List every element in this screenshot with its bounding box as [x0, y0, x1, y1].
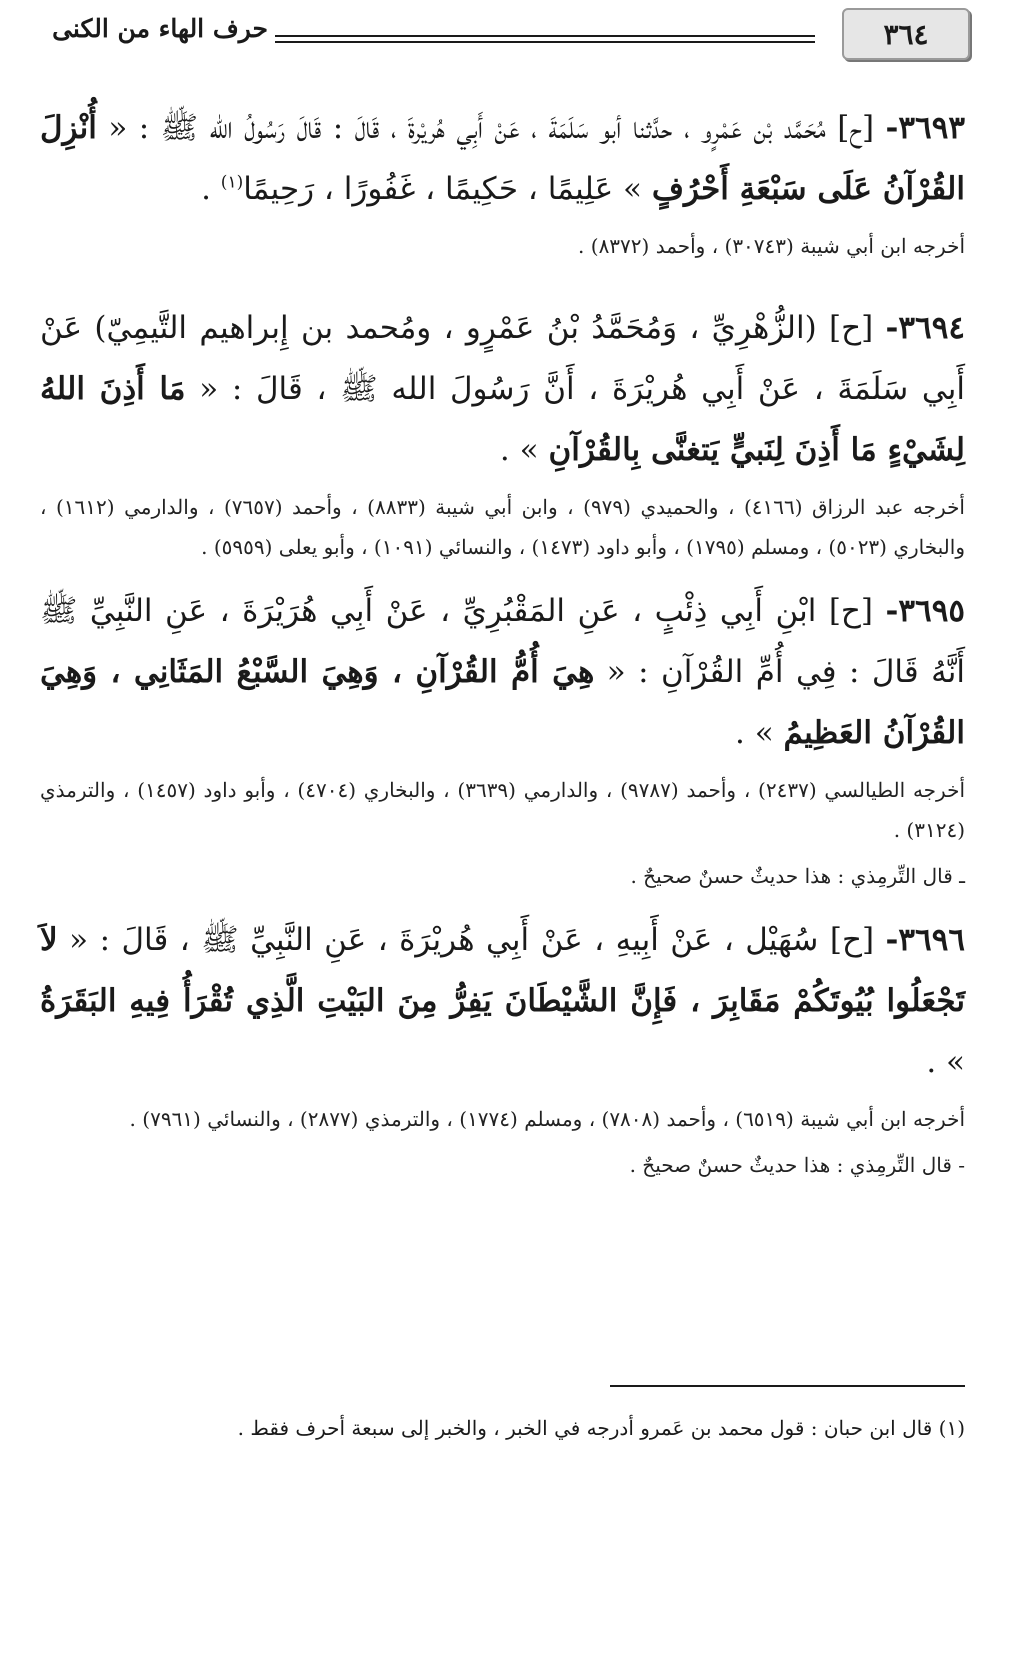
footnote-separator	[610, 1385, 965, 1387]
grading-note: - قال التِّرمِذي : هذا حديثٌ حسنٌ صحيحٌ .	[629, 1153, 965, 1177]
hadith-isnad: ابْنِ أَبِي ذِئْبٍ ، عَنِ المَقْبُرِيِّ ، عَنْ أَبِي هُرَيْرَةَ ، عَنِ النَّبِيِّ ﷺ أَنَّهُ قَالَ : فِي أُمِّ القُرْآنِ : «	[40, 593, 965, 690]
hadith-matn: هِيَ أُمُّ القُرْآنِ ، وَهِيَ السَّبْعُ المَثَانِي ، وَهِيَ القُرْآنُ العَظِيمُ	[40, 654, 965, 751]
hadith-tail: »	[946, 1044, 965, 1080]
hadith-text	[40, 298, 965, 481]
hadith-number: ٣٦٩٤-	[885, 310, 966, 346]
grading-note: ـ قال التِّرمِذي : هذا حديثٌ حسنٌ صحيحٌ .	[630, 864, 965, 888]
header-rule	[275, 41, 815, 43]
header-rule	[275, 35, 815, 37]
footnote: (١) قال ابن حبان : قول محمد بن عَمرو أدرجه في الخبر ، والخبر إلى سبعة أحرف فقط .	[237, 1416, 965, 1440]
hadith-number: ٣٦٩٣-	[885, 110, 965, 146]
footnote-reference[interactable]: (١)	[220, 172, 244, 193]
page-number: ٣٦٤	[842, 8, 970, 60]
takhrij-text: أخرجه ابن أبي شيبة (٣٠٧٤٣) ، وأحمد (٨٣٧٢) .	[578, 234, 965, 258]
hadith-entry	[40, 581, 965, 896]
hadith-isnad: سُهَيْل ، عَنْ أَبِيهِ ، عَنْ أَبِي هُريْرَةَ ، عَنِ النَّبِيِّ ﷺ ، قَالَ : «	[69, 922, 819, 958]
source-tag: [ح]	[829, 310, 874, 346]
hadith-isnad: (الزُّهْرِيِّ ، وَمُحَمَّدُ بْنُ عَمْرٍو ، ومُحمد بن إِبراهيم التَّيمِيّ) عَنْ أَبِي سَلَمَةَ ، عَنْ أَبِي هُريْرَةَ ، أَنَّ رَسُولَ الله ﷺ ، قَالَ : «	[40, 310, 965, 407]
hadith-tail: »	[754, 715, 774, 751]
hadith-tail: »	[519, 432, 539, 468]
source-tag: [ح]	[828, 593, 874, 629]
hadith-matn: أُنْزِلَ القُرْآنُ عَلَى سَبْعَةِ أَحْرُفٍ	[40, 110, 965, 207]
hadith-text	[40, 581, 965, 764]
source-tag: [ح]	[829, 922, 875, 958]
hadith-entry	[40, 298, 965, 567]
hadith-tail: » عَلِيمًا ، حَكِيمًا ، غَفُورًا ، رَحِيمًا	[243, 171, 643, 207]
hadith-end: .	[499, 432, 520, 468]
hadith-entry	[40, 98, 965, 266]
running-head: حرف الهاء من الكنى	[52, 14, 268, 43]
takhrij-text: أخرجه الطيالسي (٢٤٣٧) ، وأحمد (٩٧٨٧) ، والدارمي (٣٦٣٩) ، والبخاري (٤٧٠٤) ، وأبو داود (١٤٥٧) ، والترمذي (٣١٢٤) .	[40, 778, 965, 842]
hadith-end: .	[201, 171, 221, 207]
hadith-text	[40, 98, 965, 220]
hadith-text	[40, 910, 965, 1093]
hadith-number: ٣٦٩٥-	[885, 593, 965, 629]
hadith-number: ٣٦٩٦-	[885, 922, 966, 958]
takhrij-text: أخرجه عبد الرزاق (٤١٦٦) ، والحميدي (٩٧٩) ، وابن أبي شيبة (٨٨٣٣) ، وأحمد (٧٦٥٧) ، والدارمي (١٦١٢) ، والبخاري (٥٠٢٣) ، ومسلم (١٧٩٥) ، وأبو داود (١٤٧٣) ، والنسائي (١٠٩١) ، وأبو يعلى (٥٩٥٩) .	[40, 495, 965, 559]
takhrij-text: أخرجه ابن أبي شيبة (٦٥١٩) ، وأحمد (٧٨٠٨) ، ومسلم (١٧٧٤) ، والترمذي (٢٨٧٧) ، والنسائي (٧٩٦١) .	[129, 1107, 965, 1131]
page-content	[40, 98, 965, 1199]
hadith-matn: لاَ تَجْعَلُوا بُيُوتَكُمْ مَقَابِرَ ، فَإِنَّ الشَّيْطَانَ يَفِرُّ مِنَ البَيْتِ الَّذِي تُقْرَأُ فِيهِ البَقَرَةُ	[40, 922, 965, 1019]
hadith-end: .	[926, 1044, 947, 1080]
hadith-matn: مَا أَذِنَ اللهُ لِشَيْءٍ مَا أَذِنَ لِنَبيٍّ يَتغنَّى بِالقُرْآنِ	[40, 371, 965, 468]
source-tag: [ح]	[837, 110, 875, 146]
hadith-isnad: مُحَمَّد بْن عَمْرٍو ، حدَّثنا أبو سَلَمَةَ ، عَنْ أَبِي هُريْرةَ ، قَالَ : قَالَ رَسُولُ الله ﷺ : «	[108, 110, 826, 146]
hadith-end: .	[735, 715, 755, 751]
hadith-entry	[40, 910, 965, 1185]
